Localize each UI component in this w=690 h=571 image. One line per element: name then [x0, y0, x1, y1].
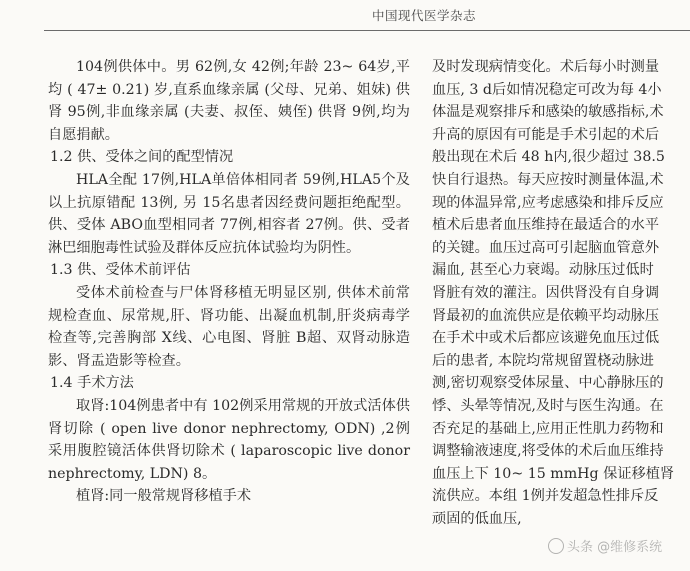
text-line: 般出现在术后 48 h内,很少超过 38.5 — [432, 149, 665, 166]
text-line: 悸、头晕等情况,及时与医生沟通。在 — [432, 397, 664, 414]
paragraph-preop-evaluation: 受体术前检查与尸体肾移植无明显区别, 供体术前常规检查血、尿常规,肝、肾功能、出凝血机制,肝炎病毒学检查等,完善胸部 X线、心电图、肾脏 B超、双肾动脉造影、肾盂造影等检查。 — [48, 284, 410, 369]
text-line: 的关键。血压过高可引起脑血管意外 — [432, 239, 660, 256]
text-line: 及时发现病情变化。术后每小时测量 — [432, 59, 660, 75]
journal-title: 中国现代医学杂志 — [372, 8, 477, 23]
text-line: 肾脏有效的灌注。因供肾没有自身调 — [432, 284, 660, 301]
section-heading-1-3: 1.3 供、受体术前评估 — [50, 262, 191, 279]
text-line: 快自行退热。每天应按时测量体温,术 — [432, 171, 664, 188]
watermark-text: 头条 @维修系统 — [567, 540, 663, 555]
text-line: 测,密切观察受体尿量、中心静脉压的 — [432, 375, 664, 392]
paragraph-matching: HLA全配 17例,HLA单倍体相同者 59例,HLA5个及以上抗原错配 13例, 另 15名患者因经费问题拒绝配型。供、受体 ABO血型相同者 77例,相容者 27例。供、受者淋巴细胞毒性试验及群体反应抗体试验均为阴性。 — [48, 171, 410, 256]
paragraph-donors: 104例供体中。男 62例,女 42例;年龄 23~ 64岁,平均 ( 47± 0.21) 岁,直系血缘亲属 (父母、兄弟、姐妹) 供肾 95例,非血缘亲属 (夫妻、叔侄、姨侄) 供肾 9例,均为自愿捐献。 — [48, 59, 410, 143]
watermark — [548, 536, 662, 555]
watermark-logo-icon — [548, 538, 564, 554]
text-line: 漏血, 甚至心力衰竭。动脉压过低时 — [432, 262, 654, 279]
page-header — [0, 0, 690, 28]
paragraph-harvest: 取肾:104例患者中有 102例采用常规的开放式活体供肾切除 ( open live donor nephrectomy, ODN) ,2例采用腹腔镜活体供肾切除术 ( laparoscopic live donor nephrectomy, LDN) 8。 — [48, 397, 410, 482]
section-heading-1-2: 1.2 供、受体之间的配型情况 — [50, 149, 234, 166]
text-line: 调整输液速度,将受体的术后血压维持 — [432, 443, 664, 460]
text-line: 否充足的基础上,应用正性肌力药物和 — [432, 420, 664, 437]
text-line: 血压上下 10~ 15 mmHg 保证移植肾 — [432, 465, 675, 482]
left-column — [48, 56, 410, 508]
paragraph-implant: 植肾:同一般常规肾移植手术 — [76, 488, 252, 505]
right-column — [432, 56, 690, 530]
text-line: 体温是观察排斥和感染的敏感指标,术 — [432, 104, 664, 121]
text-line: 顽固的低血压, — [432, 510, 522, 527]
text-line: 植术后患者血压维持在最适合的水平 — [432, 217, 660, 234]
text-line: 后的患者, 本院均常规留置桡动脉进 — [432, 352, 654, 369]
text-line: 升高的原因有可能是手术引起的术后 — [432, 126, 660, 143]
section-heading-1-4: 1.4 手术方法 — [50, 375, 134, 392]
text-line: 血压, 3 d后如情况稳定可改为每 4小 — [432, 81, 662, 98]
text-line: 肾最初的血流供应是依赖平均动脉压 — [432, 307, 660, 324]
text-line: 在手术中或术后都应该避免血压过低 — [432, 330, 660, 347]
text-line: 流供应。本组 1例并发超急性排斥反 — [432, 488, 659, 505]
text-line: 现的体温异常,应考虑感染和排斥反应 — [432, 194, 664, 211]
header-rule — [44, 30, 690, 31]
